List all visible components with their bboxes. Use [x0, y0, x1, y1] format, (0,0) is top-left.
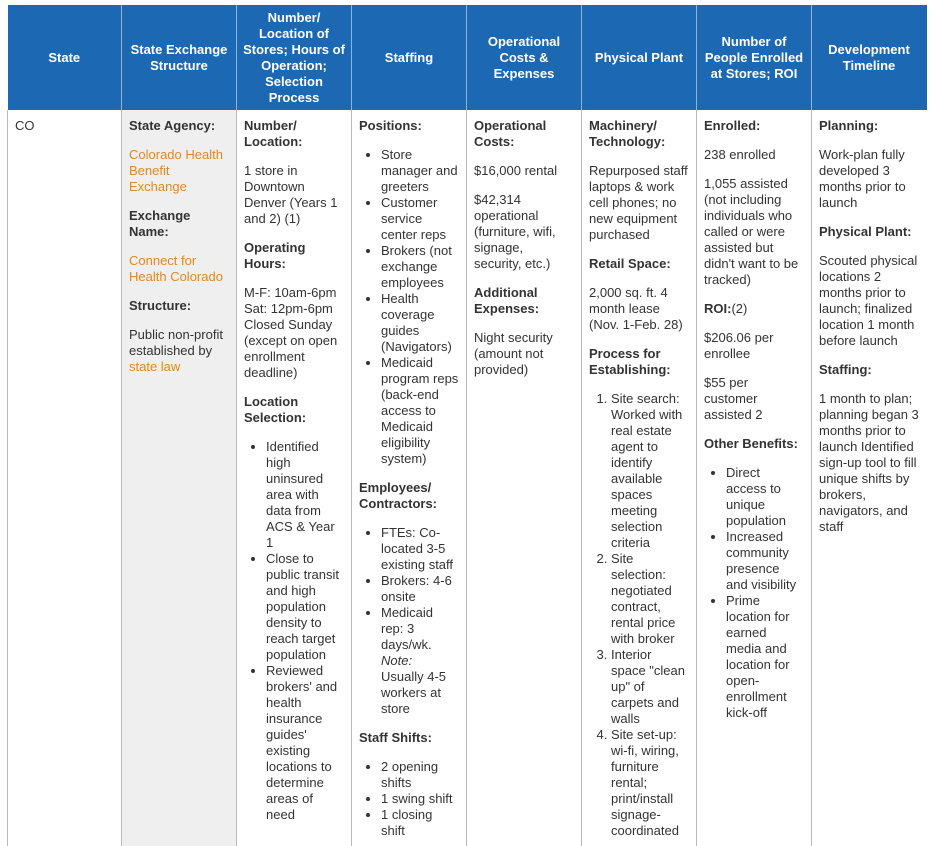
cell-stores: [237, 110, 352, 846]
list-item: • Health coverage guides (Navigators): [381, 291, 459, 355]
list-item: • Brokers: 4-6 onsite: [381, 573, 459, 605]
other-benefits-label: Other Benefits:: [704, 436, 798, 451]
night-security-cost: Night security (amount not provided): [474, 330, 553, 377]
list-item: • 1 swing shift: [381, 791, 459, 807]
machinery-text: Repurposed staff laptops & work cell phones; no new equipment purchased: [589, 163, 688, 242]
machinery-label: Machinery/ Technology:: [589, 118, 666, 149]
header-costs: Operational Costs & Expenses: [467, 5, 582, 110]
process-list: [589, 391, 689, 839]
cell-staffing: [352, 110, 467, 846]
header-state: State: [8, 5, 122, 110]
list-item: • Customer service center reps: [381, 195, 459, 243]
header-staffing: Staffing: [352, 5, 467, 110]
structure-label: Structure:: [129, 298, 192, 313]
header-plant: Physical Plant: [582, 5, 697, 110]
hours-sunday: Closed Sunday (except on open enrollment deadline): [244, 317, 338, 380]
list-item: 3. Interior space "clean up" of carpets and walls: [611, 647, 689, 727]
roi-heading: [704, 301, 804, 317]
note-text: Usually 4-5 workers at store: [381, 669, 447, 716]
operational-cost: $42,314 operational (furniture, wifi, signage, security, etc.): [474, 192, 556, 271]
operational-costs-label: Operational Costs:: [474, 118, 547, 149]
location-selection-list: [244, 439, 344, 823]
cell-state: [8, 110, 122, 846]
staff-shifts-label: Staff Shifts:: [359, 730, 432, 745]
list-item: 2. Site selection: negotiated contract, rental price with broker: [611, 551, 689, 647]
header-stores: Number/ Location of Stores; Hours of Operation; Selection Process: [237, 5, 352, 110]
process-label: Process for Establishing:: [589, 346, 671, 377]
planning-text: Work-plan fully developed 3 months prior to launch: [819, 147, 906, 210]
cell-costs: [467, 110, 582, 846]
header-row: [8, 5, 927, 110]
hours-weekday: M-F: 10am-6pm: [244, 285, 337, 300]
list-item: 4. Site set-up: wi-fi, wiring, furniture rental; print/install signage-coordinated: [611, 727, 689, 839]
exchange-name-label: Exchange Name:: [129, 208, 191, 239]
enrolled-value: 238 enrolled: [704, 147, 776, 162]
list-item: • 2 opening shifts: [381, 759, 459, 791]
state-law-link[interactable]: state law: [129, 359, 181, 374]
cell-exchange: [122, 110, 237, 846]
store-comparison-table: [7, 5, 927, 846]
list-item: • Prime location for earned media and location for open-enrollment kick-off: [726, 593, 804, 721]
table-row: [8, 110, 927, 846]
header-timeline: Development Timeline: [812, 5, 927, 110]
positions-label: Positions:: [359, 118, 422, 133]
roi-label: ROI:: [704, 301, 732, 316]
physical-plant-text: Scouted physical locations 2 months prior to launch; finalized location 1 month before launch: [819, 253, 918, 348]
roi-per-enrollee: $206.06 per enrollee: [704, 330, 774, 361]
list-item: • Medicaid program reps (back-end access to Medicaid eligibility system): [381, 355, 459, 467]
additional-expenses-label: Additional Expenses:: [474, 285, 540, 316]
assisted-value: 1,055 assisted (not including individuals who called or were assisted but didn't want to be tracked): [704, 176, 799, 287]
agency-link[interactable]: Colorado Health Benefit Exchange: [129, 147, 223, 194]
list-item: 1. Site search: Worked with real estate agent to identify available spaces meeting selection criteria: [611, 391, 689, 551]
cell-enrolled: [697, 110, 812, 846]
operating-hours-label: Operating Hours:: [244, 240, 306, 271]
enrolled-label: Enrolled:: [704, 118, 761, 133]
exchange-name-link[interactable]: Connect for Health Colorado: [129, 253, 223, 284]
employees-label: Employees/ Contractors:: [359, 480, 438, 511]
other-benefits-list: [704, 465, 804, 721]
list-item: [381, 605, 459, 717]
rental-cost: $16,000 rental: [474, 163, 558, 178]
state-value: CO: [15, 118, 35, 133]
structure-text: [129, 327, 229, 375]
structure-description: Public non-profit established by: [129, 327, 223, 358]
list-item: • Close to public transit and high population density to reach target population: [266, 551, 344, 663]
retail-space-text: 2,000 sq. ft. 4 month lease (Nov. 1-Feb. 28): [589, 285, 683, 332]
agency-label: State Agency:: [129, 118, 216, 133]
operating-hours-value: [244, 285, 344, 381]
list-item: • Direct access to unique population: [726, 465, 804, 529]
hours-saturday: Sat: 12pm-6pm: [244, 301, 333, 316]
positions-list: [359, 147, 459, 467]
employees-list: [359, 525, 459, 717]
table-container: [7, 5, 927, 846]
location-selection-label: Location Selection:: [244, 394, 307, 425]
staff-shifts-list: [359, 759, 459, 839]
roi-per-customer: $55 per customer assisted 2: [704, 375, 763, 422]
planning-label: Planning:: [819, 118, 879, 133]
list-item: • Reviewed brokers' and health insurance guides' existing locations to determine areas of need: [266, 663, 344, 823]
cell-plant: [582, 110, 697, 846]
number-location-value: 1 store in Downtown Denver (Years 1 and 2) (1): [244, 163, 338, 226]
roi-ref: (2): [731, 301, 748, 316]
staffing-text: 1 month to plan; planning began 3 months prior to launch Identified sign-up tool to fill unique shifts by brokers, navigators, and staff: [819, 391, 919, 534]
physical-plant-label: Physical Plant:: [819, 224, 912, 239]
note-label: Note:: [381, 653, 413, 668]
list-item: • 1 closing shift: [381, 807, 459, 839]
retail-space-label: Retail Space:: [589, 256, 671, 271]
medicaid-rep-text: Medicaid rep: 3 days/wk.: [381, 605, 434, 652]
list-item: • Increased community presence and visibility: [726, 529, 804, 593]
header-exchange: State Exchange Structure: [122, 5, 237, 110]
list-item: • Brokers (not exchange employees: [381, 243, 459, 291]
list-item: • Identified high uninsured area with data from ACS & Year 1: [266, 439, 344, 551]
header-enrolled: Number of People Enrolled at Stores; ROI: [697, 5, 812, 110]
staffing-label: Staffing:: [819, 362, 872, 377]
number-location-label: Number/ Location:: [244, 118, 303, 149]
list-item: • Store manager and greeters: [381, 147, 459, 195]
cell-timeline: [812, 110, 927, 846]
list-item: • FTEs: Co-located 3-5 existing staff: [381, 525, 459, 573]
